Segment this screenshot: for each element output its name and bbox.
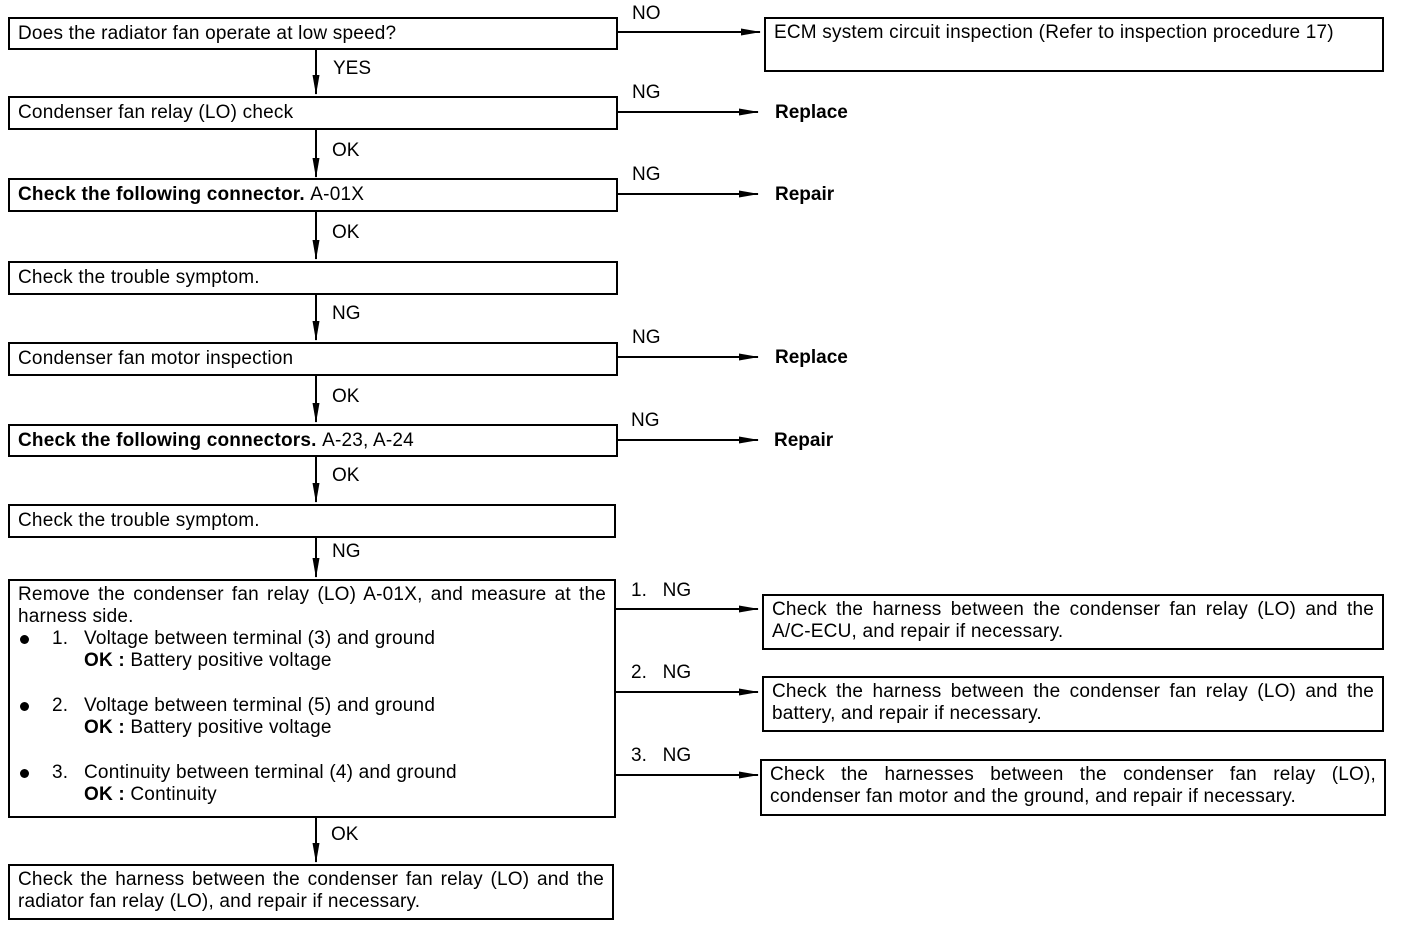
outcome-harness-ground [760, 759, 1386, 816]
item-description: Continuity between terminal (4) and ground [84, 762, 457, 783]
ok-label: OK : [84, 784, 125, 805]
label-ok-5: OK [331, 824, 359, 845]
ok-value: Battery positive voltage [130, 717, 332, 738]
item-ok-line [84, 650, 606, 672]
item-ok-line [84, 717, 606, 739]
item-number: 1. [52, 628, 69, 649]
ok-label: OK : [84, 717, 125, 738]
label-ok-1: OK [332, 140, 360, 161]
step-text: Check the harness between the condenser fan relay (LO) and the radiator fan relay (LO), and repair if necessary. [18, 869, 604, 912]
label-ng-side-4: NG [631, 410, 660, 431]
bullet-icon [20, 702, 29, 711]
step-text: Condenser fan relay (LO) check [18, 102, 294, 123]
outcome-replace-relay: Replace [775, 102, 848, 123]
label-ng-side-1: NG [632, 82, 661, 103]
outcome-text: Check the harnesses between the condenser fan relay (LO), condenser fan motor and the ground, and repair if necessary. [770, 764, 1376, 807]
label-ng-side-2: NG [632, 164, 661, 185]
label-ng-item-2: 2. NG [631, 662, 692, 683]
outcome-harness-ac-ecu [762, 594, 1384, 650]
label-ng-item-1: 1. NG [631, 580, 692, 601]
outcome-text: Check the harness between the condenser fan relay (LO) and the A/C-ECU, and repair if necessary. [772, 599, 1374, 642]
label-ng-2: NG [332, 541, 361, 562]
measure-item-1 [18, 628, 606, 672]
item-description: Voltage between terminal (5) and ground [84, 695, 436, 716]
item-ok-line [84, 784, 606, 806]
outcome-repair-connectors-a23-a24: Repair [774, 430, 834, 451]
step-check-trouble-symptom-2 [8, 504, 616, 538]
label-ok-2: OK [332, 222, 360, 243]
measure-item-2 [18, 695, 606, 739]
step-bold-text: Check the following connector. [18, 184, 305, 205]
step-condenser-fan-relay-check [8, 96, 618, 130]
step-text: Check the trouble symptom. [18, 510, 260, 531]
label-ng-1: NG [332, 303, 361, 324]
outcome-ecm-system-inspection [764, 17, 1384, 72]
label-ng-side-3: NG [632, 327, 661, 348]
ok-value: Battery positive voltage [130, 650, 332, 671]
outcome-harness-battery [762, 676, 1384, 732]
label-ok-3: OK [332, 386, 360, 407]
outcome-text: Check the harness between the condenser fan relay (LO) and the battery, and repair if necessary. [772, 681, 1374, 724]
step-bold-text: Check the following connectors. [18, 429, 317, 451]
step-check-harness-radiator-fan-relay [8, 864, 614, 920]
step-text: Check the trouble symptom. [18, 267, 260, 288]
bullet-icon [20, 769, 29, 778]
ok-value: Continuity [130, 784, 217, 805]
measure-item-3 [18, 762, 606, 806]
label-no: NO [632, 3, 661, 24]
item-number: 2. [52, 695, 69, 716]
step-check-trouble-symptom-1 [8, 261, 618, 295]
connector-ids: A-23, A-24 [322, 429, 414, 451]
label-ok-4: OK [332, 465, 360, 486]
outcome-repair-connector-a01x: Repair [775, 184, 835, 205]
outcome-replace-motor: Replace [775, 347, 848, 368]
ok-label: OK : [84, 650, 125, 671]
bullet-icon [20, 635, 29, 644]
step-check-connectors-a23-a24 [8, 424, 618, 457]
label-ng-item-3: 3. NG [631, 745, 692, 766]
step-check-connector-a01x [8, 178, 618, 212]
label-yes: YES [333, 58, 372, 79]
connector-id: A-01X [310, 184, 365, 205]
step-condenser-fan-motor-inspection [8, 342, 618, 376]
outcome-text: ECM system circuit inspection (Refer to inspection procedure 17) [774, 22, 1334, 43]
measure-intro: Remove the condenser fan relay (LO) A-01X, and measure at the harness side. [18, 584, 606, 627]
step-text: Does the radiator fan operate at low speed? [18, 22, 397, 44]
item-number: 3. [52, 762, 69, 783]
step-text: Condenser fan motor inspection [18, 348, 294, 369]
item-description: Voltage between terminal (3) and ground [84, 628, 436, 649]
step-measure-harness-side [8, 579, 616, 818]
step-radiator-fan-low-speed [8, 17, 618, 50]
